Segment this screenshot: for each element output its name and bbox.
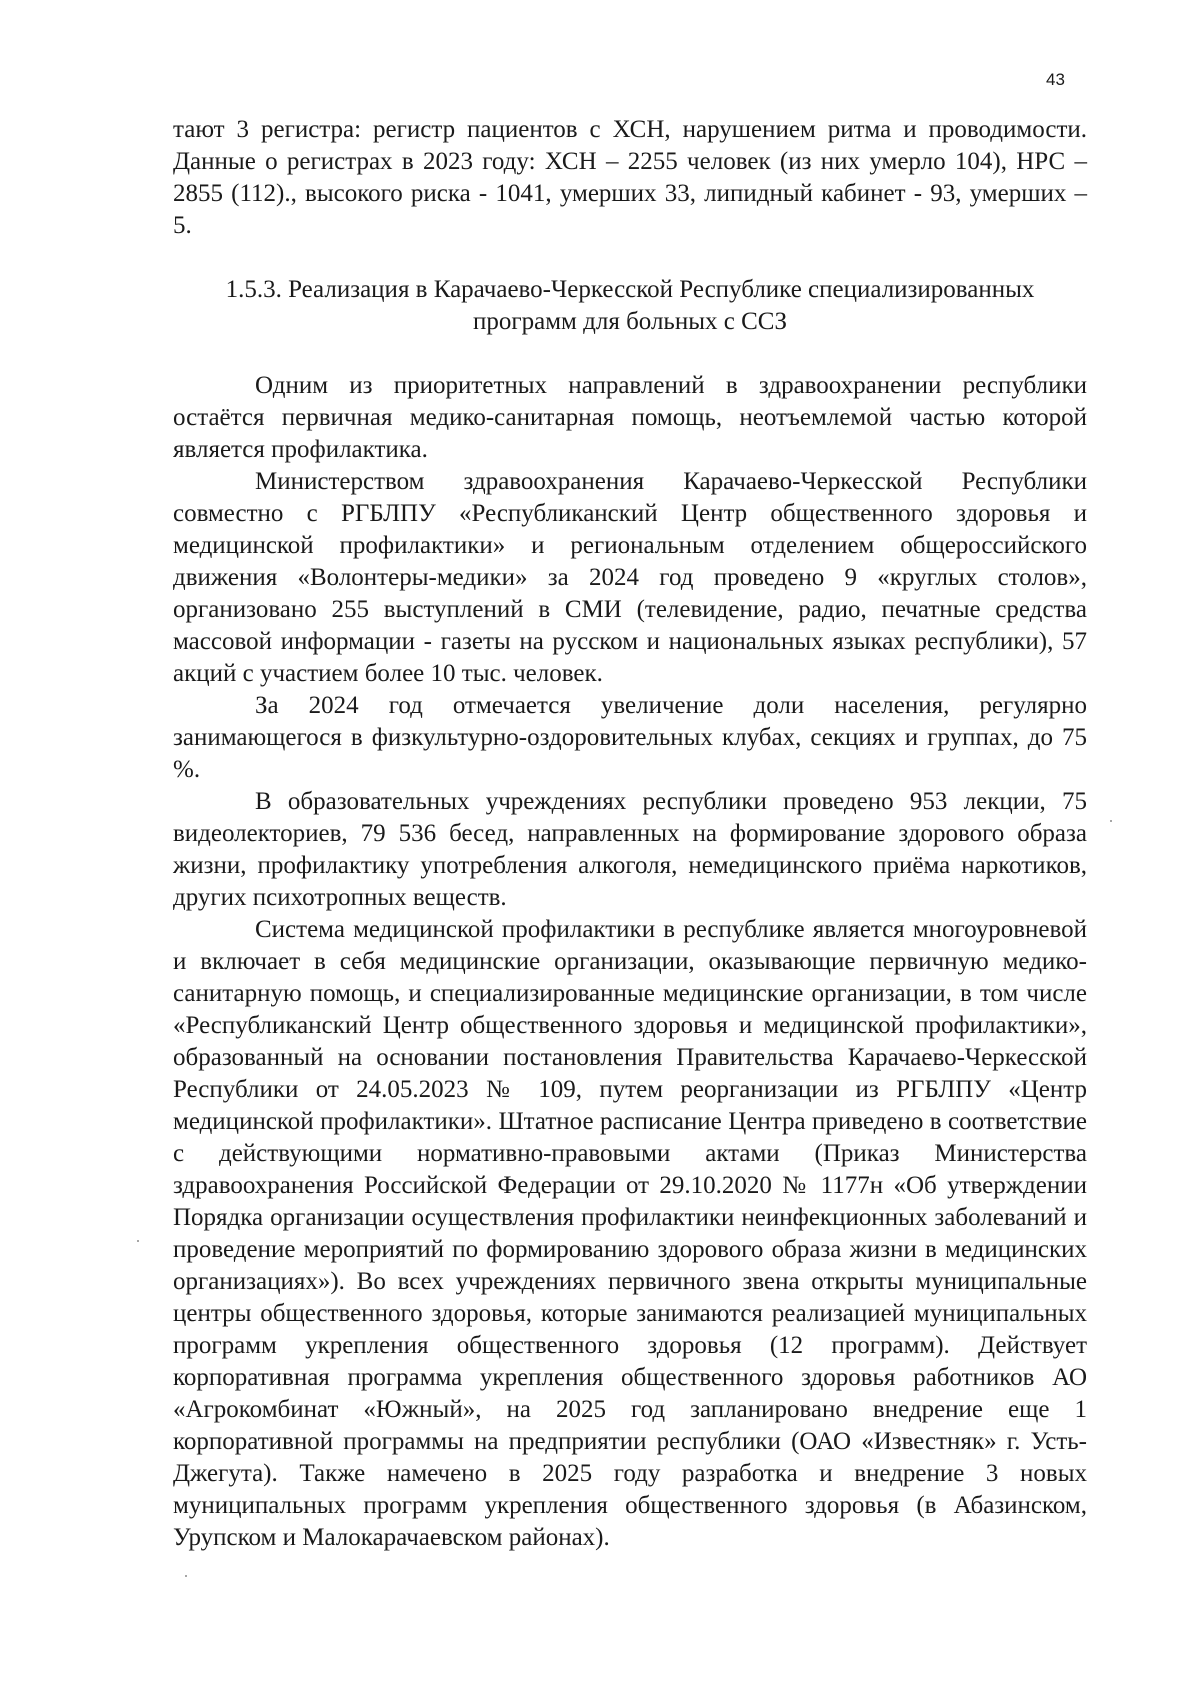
scan-speck	[1110, 820, 1112, 822]
scan-speck	[185, 1575, 187, 1577]
paragraph-primary-care: Одним из приоритетных направлений в здравоохранении республики остаётся первичная медико-санитарная помощь, неотъемлемой частью которой является профилактика.	[173, 372, 1087, 463]
document-body	[173, 114, 1087, 1554]
paragraph-prevention-system: Система медицинской профилактики в республике является многоуровневой и включает в себя медицинские организации, оказывающие первичную медико-санитарную помощь, и специализированные медицинские организации, в том числе «Республиканский Центр общественного здоровья и медицинской профилактики», образованный на основании постановления Правительства Карачаево-Черкесской Республики от 24.05.2023 № 109, путем реорганизации из РГБЛПУ «Центр медицинской профилактики». Штатное расписание Центра приведено в соответствие с действующими нормативно-правовыми актами (Приказ Министерства здравоохранения Российской Федерации от 29.10.2020 № 1177н «Об утверждении Порядка организации осуществления профилактики неинфекционных заболеваний и проведение мероприятий по формированию здорового образа жизни в медицинских организациях»). Во всех учреждениях первичного звена открыты муниципальные центры общественного здоровья, которые занимаются реализацией муниципальных программ укрепления общественного здоровья (12 программ). Действует корпоративная программа укрепления общественного здоровья работников АО «Агрокомбинат «Южный», на 2025 год запланировано внедрение еще 1 корпоративной программы на предприятии республики (ОАО «Известняк» г. Усть-Джегута). Также намечено в 2025 году разработка и внедрение 3 новых муниципальных программ укрепления общественного здоровья (в Абазинском, Урупском и Малокарачаевском районах).	[173, 916, 1087, 1551]
paragraph-ministry-activities: Министерством здравоохранения Карачаево-Черкесской Республики совместно с РГБЛПУ «Республиканский Центр общественного здоровья и медицинской профилактики» и региональным отделением общероссийского движения «Волонтеры-медики» за 2024 год проведено 9 «круглых столов», организовано 255 выступлений в СМИ (телевидение, радио, печатные средства массовой информации - газеты на русском и национальных языках республики), 57 акций с участием более 10 тыс. человек.	[173, 468, 1087, 687]
section-heading	[173, 274, 1087, 338]
section-heading-line-2: программ для больных с ССЗ	[473, 308, 787, 335]
paragraph-physical-activity: За 2024 год отмечается увеличение доли населения, регулярно занимающегося в физкультурно-оздоровительных клубах, секциях и группах, до 75 %.	[173, 692, 1087, 783]
paragraph-registers: тают 3 регистра: регистр пациентов с ХСН, нарушением ритма и проводимости. Данные о регистрах в 2023 году: ХСН – 2255 человек (из них умерло 104), НРС – 2855 (112)., высокого риска - 1041, умерших 33, липидный кабинет - 93, умерших – 5.	[173, 116, 1087, 239]
section-heading-line-1: 1.5.3. Реализация в Карачаево-Черкесской Республике специализированных	[225, 276, 1035, 303]
scan-speck	[137, 1240, 139, 1242]
page-number: 43	[1046, 70, 1065, 89]
paragraph-education-lectures: В образовательных учреждениях республики проведено 953 лекции, 75 видеолекториев, 79 536 бесед, направленных на формирование здорового образа жизни, профилактику употребления алкоголя, немедицинского приёма наркотиков, других психотропных веществ.	[173, 788, 1087, 911]
